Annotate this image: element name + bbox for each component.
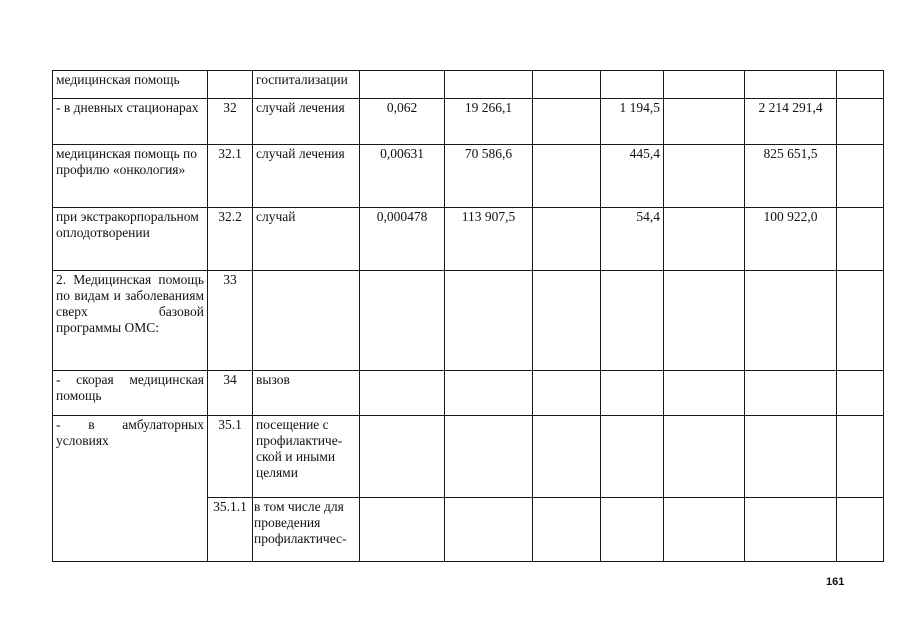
row-value-1: 0,000478 [360,208,445,271]
row-value-2 [445,416,533,498]
row-value-4 [601,498,664,562]
row-value-3 [533,71,601,99]
row-value-1 [360,498,445,562]
row-unit: посещение с профилактиче-ской и иными целями [253,416,360,498]
row-value-7 [837,145,884,208]
row-number: 32.2 [208,208,253,271]
row-value-7 [837,416,884,498]
row-value-7 [837,371,884,416]
row-value-3 [533,416,601,498]
row-value-4 [601,416,664,498]
table-row [53,99,884,145]
row-value-4: 1 194,5 [601,99,664,145]
table-row [53,71,884,99]
row-value-6 [745,71,837,99]
row-value-2 [445,498,533,562]
row-value-2 [445,71,533,99]
row-value-5 [664,371,745,416]
page-number: 161 [826,576,845,588]
row-value-3 [533,145,601,208]
row-value-4 [601,271,664,371]
row-value-4: 54,4 [601,208,664,271]
row-value-3 [533,271,601,371]
row-value-1: 0,00631 [360,145,445,208]
row-value-2 [445,271,533,371]
row-number: 32.1 [208,145,253,208]
row-value-2 [445,371,533,416]
row-number: 33 [208,271,253,371]
data-table [52,70,884,562]
row-unit: случай [253,208,360,271]
row-name: при экстракорпоральном оплодотворении [53,208,208,271]
row-name: 2. Медицинская помощь по видам и заболеваниям сверх базовой программы ОМС: [53,271,208,371]
row-value-3 [533,208,601,271]
row-value-3 [533,99,601,145]
row-value-1 [360,371,445,416]
row-value-1 [360,416,445,498]
row-value-2: 113 907,5 [445,208,533,271]
row-value-6 [745,498,837,562]
table-row [53,208,884,271]
row-number: 35.1 [208,416,253,498]
row-value-6 [745,371,837,416]
row-value-5 [664,145,745,208]
row-number: 35.1.1 [208,498,253,562]
row-number: 32 [208,99,253,145]
row-name: медицинская помощь по профилю «онкология» [53,145,208,208]
row-value-6: 100 922,0 [745,208,837,271]
row-unit: госпитализации [253,71,360,99]
row-value-2: 70 586,6 [445,145,533,208]
row-name: медицинская помощь [53,71,208,99]
row-value-4: 445,4 [601,145,664,208]
row-value-1 [360,271,445,371]
row-name: - скорая медицинская помощь [53,371,208,416]
row-value-3 [533,498,601,562]
row-value-2: 19 266,1 [445,99,533,145]
row-unit: вызов [253,371,360,416]
row-value-6 [745,271,837,371]
row-value-1: 0,062 [360,99,445,145]
row-number [208,71,253,99]
table-row [53,416,884,498]
row-unit [253,271,360,371]
table-row [53,271,884,371]
row-value-7 [837,271,884,371]
row-value-1 [360,71,445,99]
row-value-4 [601,371,664,416]
row-value-6: 825 651,5 [745,145,837,208]
row-value-5 [664,99,745,145]
row-value-5 [664,208,745,271]
row-unit: случай лечения [253,99,360,145]
table-row [53,371,884,416]
row-unit: в том числе для проведения профилактичес- [253,498,360,562]
table-row [53,145,884,208]
row-value-7 [837,208,884,271]
row-value-5 [664,71,745,99]
row-value-3 [533,371,601,416]
row-value-6: 2 214 291,4 [745,99,837,145]
row-value-6 [745,416,837,498]
row-value-5 [664,271,745,371]
row-value-7 [837,498,884,562]
row-value-7 [837,71,884,99]
row-number: 34 [208,371,253,416]
row-name: - в дневных стационарах [53,99,208,145]
row-value-5 [664,498,745,562]
row-value-7 [837,99,884,145]
row-value-5 [664,416,745,498]
row-unit: случай лечения [253,145,360,208]
row-name: - в амбулаторных условиях [53,416,208,562]
row-value-4 [601,71,664,99]
